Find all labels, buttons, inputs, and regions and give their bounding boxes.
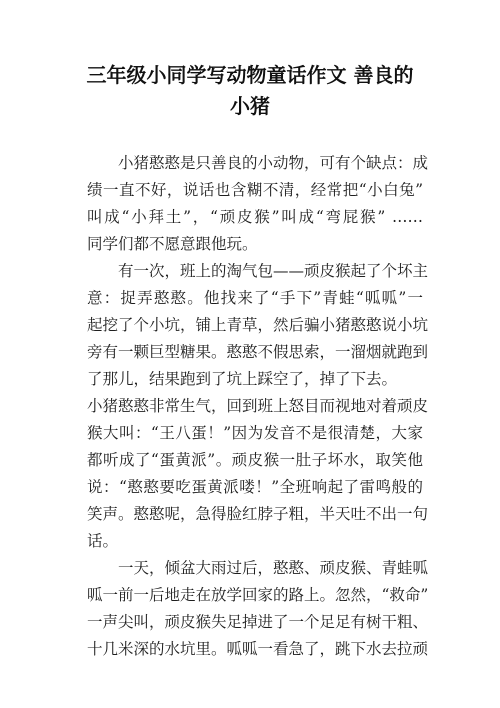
paragraph-line: 十几米深的水坑里。呱呱一看急了，跳下水去拉顽 [87, 640, 429, 658]
paragraph-line: 起挖了个小坑，铺上青草，然后骗小猪憨憨说小坑 [87, 316, 429, 334]
document-body [87, 150, 429, 663]
paragraph-line: 小猪憨憨非常生气，回到班上怒目而视地对着顽皮 [87, 397, 429, 415]
paragraph-line: 了那儿，结果跑到了坑上踩空了，掉了下去。 [87, 370, 398, 388]
paragraph-line: 意：捉弄憨憨。他找来了“手下”青蛙“呱呱”一 [87, 289, 423, 307]
paragraph-line: 同学们都不愿意跟他玩。 [87, 235, 258, 253]
paragraph-line: 一天，倾盆大雨过后，憨憨、顽皮猴、青蛙呱 [118, 559, 429, 577]
paragraph-line: 绩一直不好，说话也含糊不清，经常把“小白兔” [87, 181, 423, 199]
title-line-1: 三年级小同学写动物童话作文 善良的 [86, 63, 414, 87]
paragraph [87, 150, 429, 258]
title-line-2: 小猪 [230, 94, 270, 118]
paragraph-line: 小猪憨憨是只善良的小动物，可有个缺点：成 [118, 154, 429, 172]
paragraph-line: 有一次，班上的淘气包——顽皮猴起了个坏主 [118, 262, 429, 280]
paragraph-line: 说：“憨憨要吃蛋黄派喽！”全班响起了雷鸣般的 [87, 478, 423, 496]
paragraph [87, 555, 429, 663]
paragraph-line: 笑声。憨憨呢，急得脸红脖子粗，半天吐不出一句 [87, 505, 429, 523]
paragraph-line: 叫成“小拜土”，“顽皮猴”叫成“弯屁猴” …… [87, 208, 423, 226]
paragraph-line: 都听成了“蛋黄派”。顽皮猴一肚子坏水，取笑他 [87, 451, 423, 469]
paragraph-line: 猴大叫：“王八蛋！”因为发音不是很清楚，大家 [87, 424, 423, 442]
paragraph [87, 258, 429, 393]
paragraph-line: 话。 [87, 532, 119, 550]
paragraph-line: 一声尖叫，顽皮猴失足掉进了一个足足有树干粗、 [87, 613, 429, 631]
paragraph-line: 呱一前一后地走在放学回家的路上。忽然，“救命” [87, 586, 429, 604]
document-title [60, 60, 440, 122]
paragraph-line: 旁有一颗巨型糖果。憨憨不假思索，一溜烟就跑到 [87, 343, 429, 361]
paragraph [87, 393, 429, 555]
